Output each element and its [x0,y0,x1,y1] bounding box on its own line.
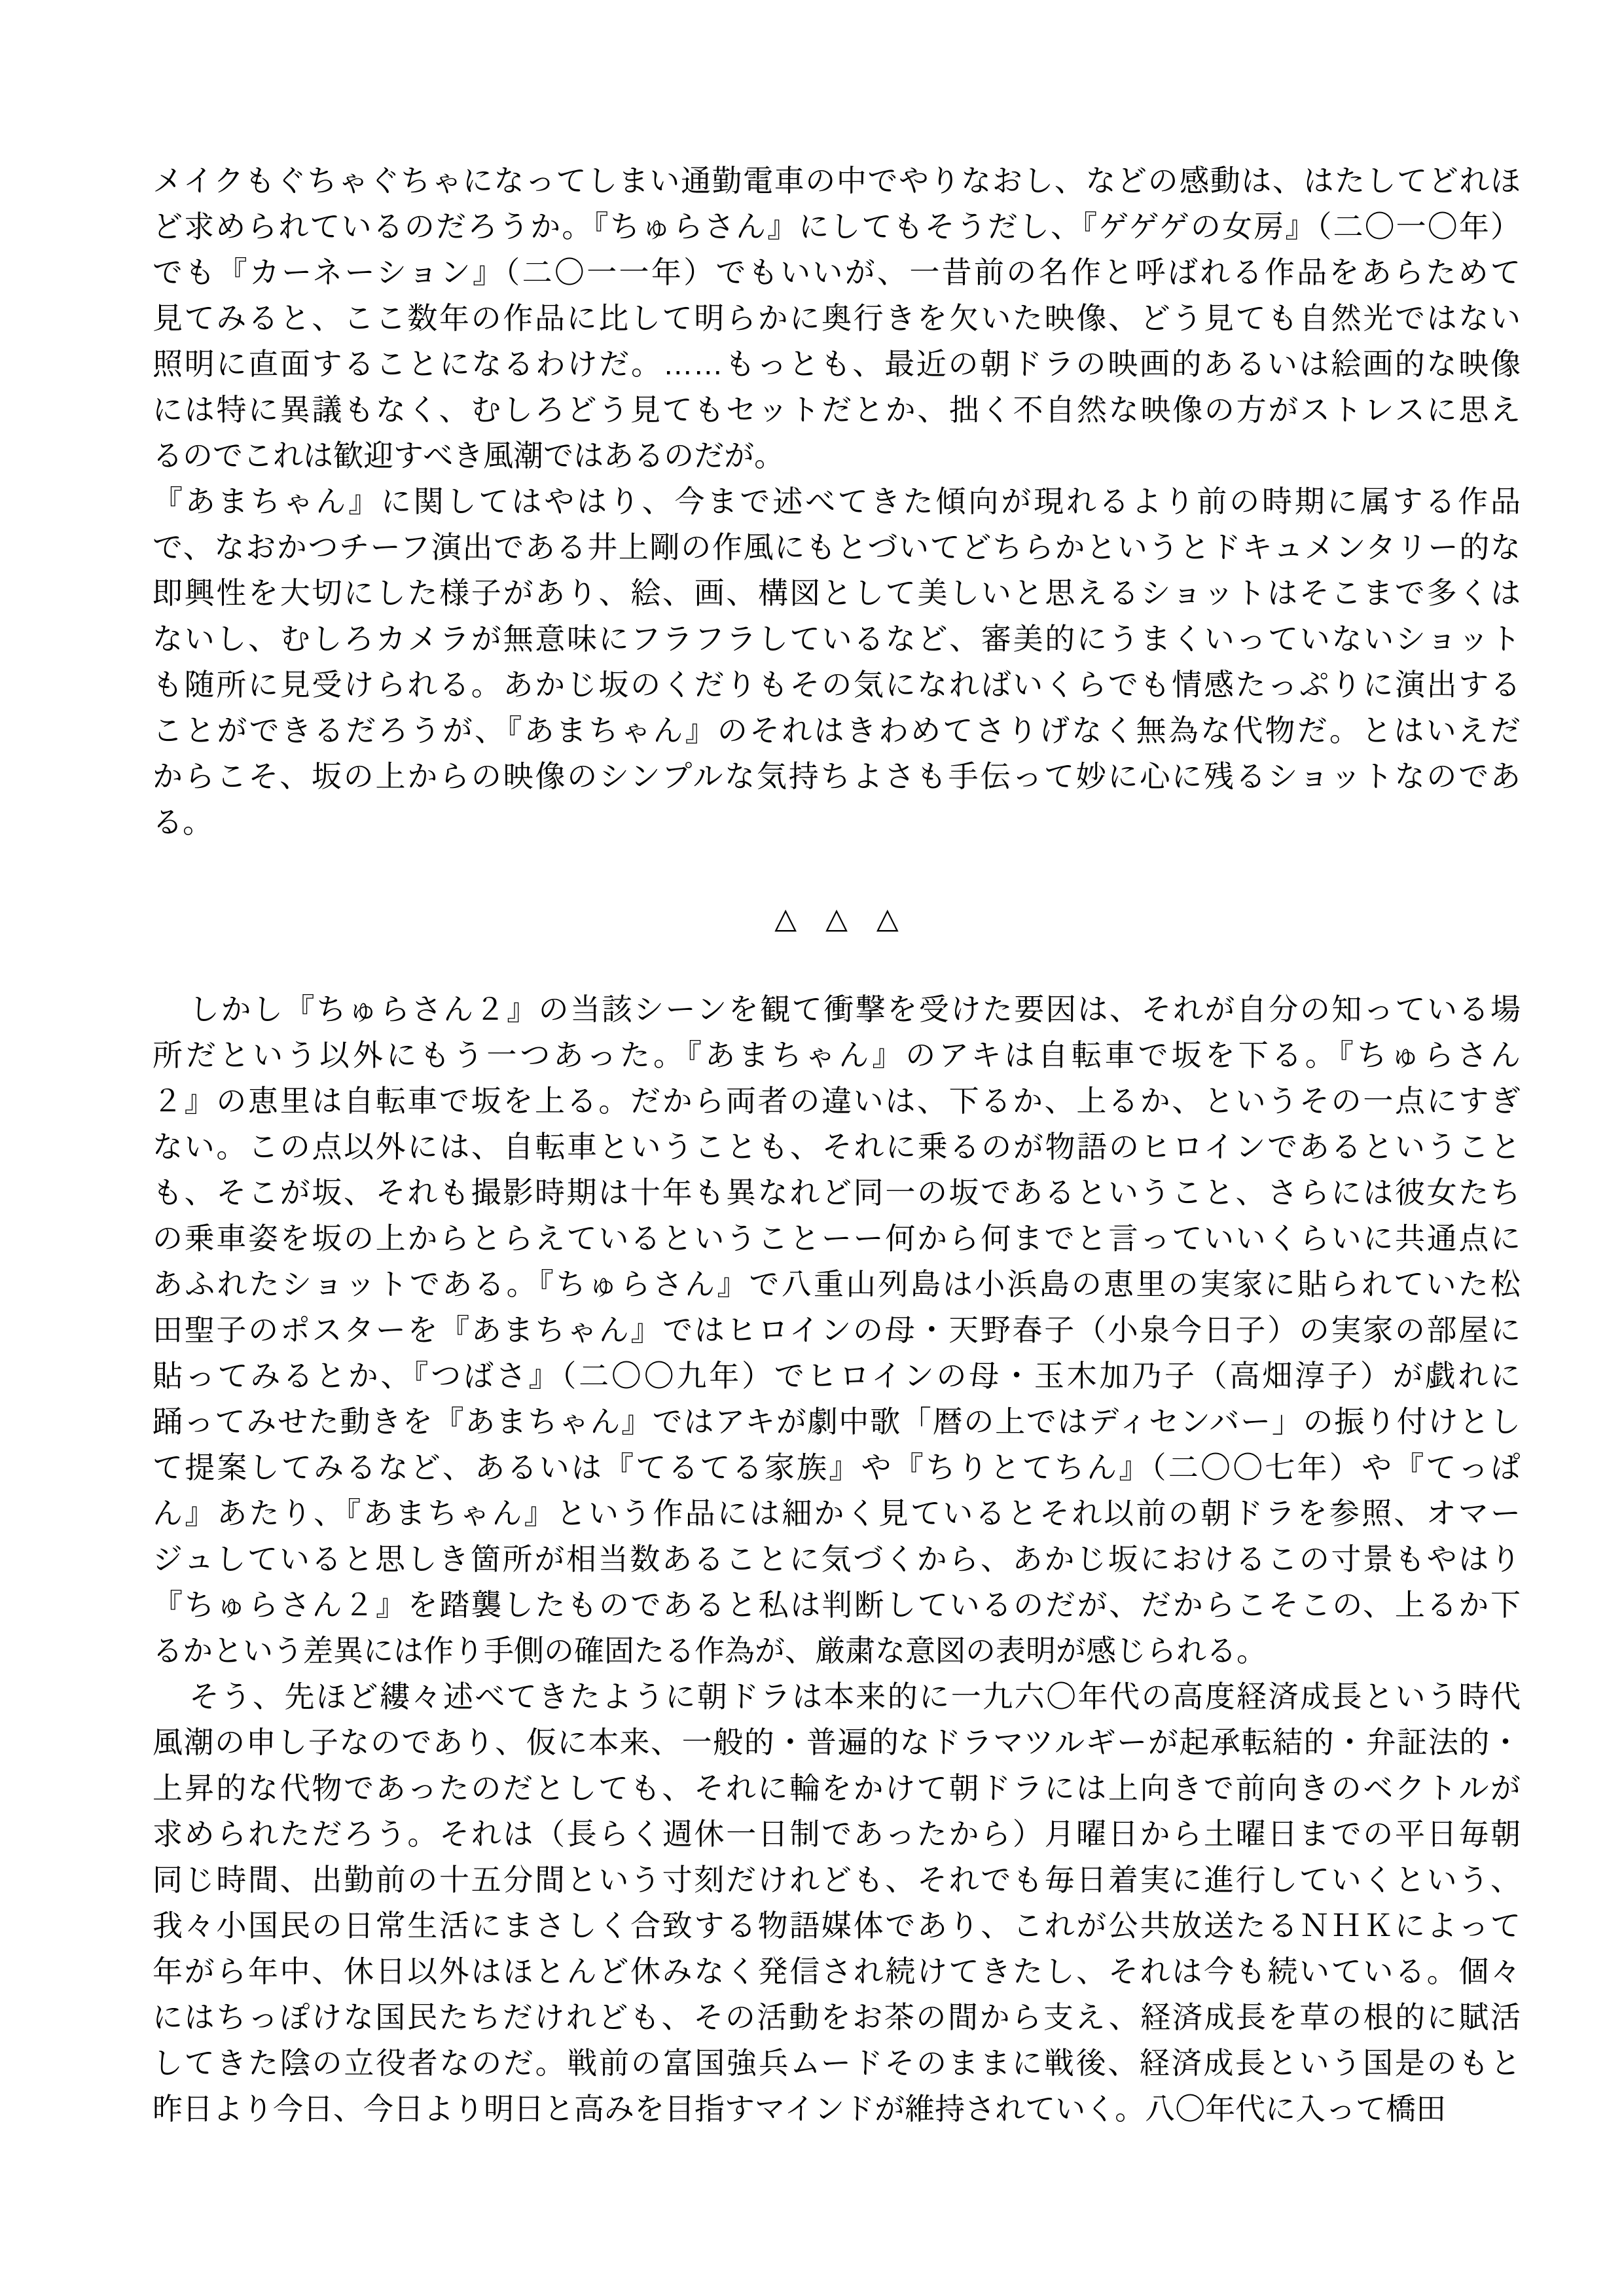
text-line: あふれたショットである。『ちゅらさん』で八重山列島は小浜島の恵里の実家に貼られていた松 [153,1267,1521,1301]
text-line: そう、先ほど縷々述べてきたように朝ドラは本来的に一九六〇年代の高度経済成長という時代 [189,1679,1521,1713]
text-line: る。 [153,805,213,839]
text-line: 踊ってみせた動きを『あまちゃん』ではアキが劇中歌「暦の上ではディセンバー」の振り付けとし [153,1405,1521,1439]
text-line: で、なおかつチーフ演出である井上剛の作風にもとづいてどちらかというとドキュメンタリー的な [153,530,1521,564]
text-line: るかという差異には作り手側の確固たる作為が、厳粛な意図の表明が感じられる。 [153,1634,1267,1668]
text-column [153,158,1521,2132]
text-line: ２』の恵里は自転車で坂を上る。だから両者の違いは、下るか、上るか、というその一点にすぎ [153,1084,1521,1118]
section-separator: △ △ △ [774,903,899,935]
paragraph [153,986,1521,1674]
text-line: 所だという以外にもう一つあった。『あまちゃん』のアキは自転車で坂を下る。『ちゅらさん [153,1038,1521,1072]
text-line: の乗車姿を坂の上からとらえているということーー何から何までと言っていいくらいに共通点に [153,1221,1521,1255]
text-line: してきた陰の立役者なのだ。戦前の富国強兵ムードそのままに戦後、経済成長という国是のもと [153,2046,1521,2080]
text-line: 昨日より今日、今日より明日と高みを目指すマインドが維持されていく。八〇年代に入って橋田 [153,2092,1447,2126]
text-line: 『ちゅらさん２』を踏襲したものであると私は判断しているのだが、だからこそこの、上るか下 [153,1588,1521,1622]
text-line: て提案してみるなど、あるいは『てるてる家族』や『ちりとてちん』（二〇〇七年）や『てっぱ [153,1450,1521,1484]
text-line: 『あまちゃん』に関してはやはり、今まで述べてきた傾向が現れるより前の時期に属する作品 [153,484,1521,518]
paragraph [153,478,1521,845]
paragraph [153,1674,1521,2132]
text-line: しかし『ちゅらさん２』の当該シーンを観て衝撃を受けた要因は、それが自分の知っている場 [189,992,1521,1026]
text-line: も、そこが坂、それも撮影時期は十年も異なれど同一の坂であるということ、さらには彼女たち [153,1175,1521,1210]
text-line: 照明に直面することになるわけだ。……もっとも、最近の朝ドラの映画的あるいは絵画的な映像 [153,347,1521,381]
text-line: も随所に見受けられる。あかじ坂のくだりもその気になればいくらでも情感たっぷりに演出する [153,668,1521,702]
text-line: 同じ時間、出勤前の十五分間という寸刻だけれども、それでも毎日着実に進行していくという、 [153,1863,1521,1897]
text-line: メイクもぐちゃぐちゃになってしまい通勤電車の中でやりなおし、などの感動は、はたしてどれほ [153,164,1521,198]
text-line: 我々小国民の日常生活にまさしく合致する物語媒体であり、これが公共放送たるＮＨＫによって [153,1909,1521,1943]
text-line: ん』あたり、『あまちゃん』という作品には細かく見ているとそれ以前の朝ドラを参照、オマー [153,1496,1521,1530]
text-line: 求められただろう。それは（長らく週休一日制であったから）月曜日から土曜日までの平日毎朝 [153,1817,1521,1851]
text-line: 年がら年中、休日以外はほとんど休みなく発信され続けてきたし、それは今も続いている。個々 [153,1954,1521,1988]
text-line: ど求められているのだろうか。『ちゅらさん』にしてもそうだし、『ゲゲゲの女房』（二〇一〇年） [153,209,1521,243]
text-line: 風潮の申し子なのであり、仮に本来、一般的・普遍的なドラマツルギーが起承転結的・弁証法的・ [153,1725,1521,1759]
text-line: からこそ、坂の上からの映像のシンプルな気持ちよさも手伝って妙に心に残るショットなのであ [153,759,1521,793]
text-line: ない。この点以外には、自転車ということも、それに乗るのが物語のヒロインであるということ [153,1130,1521,1164]
text-line: には特に異議もなく、むしろどう見てもセットだとか、拙く不自然な映像の方がストレスに思え [153,393,1521,427]
text-line: 貼ってみるとか、『つばさ』（二〇〇九年）でヒロインの母・玉木加乃子（高畑淳子）が戯れに [153,1359,1521,1393]
text-line: 上昇的な代物であったのだとしても、それに輪をかけて朝ドラには上向きで前向きのベクトルが [153,1771,1521,1805]
text-line: にはちっぽけな国民たちだけれども、その活動をお茶の間から支え、経済成長を草の根的に賦活 [153,2000,1521,2034]
text-line: ないし、むしろカメラが無意味にフラフラしているなど、審美的にうまくいっていないショット [153,622,1521,656]
paragraph [153,158,1521,478]
text-line: 見てみると、ここ数年の作品に比して明らかに奥行きを欠いた映像、どう見ても自然光ではない [153,301,1521,335]
text-line: でも『カーネーション』（二〇一一年）でもいいが、一昔前の名作と呼ばれる作品をあらためて [153,255,1521,289]
text-line: ジュしていると思しき箇所が相当数あることに気づくから、あかじ坂におけるこの寸景もやはり [153,1542,1521,1576]
text-line: 田聖子のポスターを『あまちゃん』ではヒロインの母・天野春子（小泉今日子）の実家の部屋に [153,1313,1521,1347]
text-line: 即興性を大切にした様子があり、絵、画、構図として美しいと思えるショットはそこまで多くは [153,576,1521,610]
text-line: ことができるだろうが、『あまちゃん』のそれはきわめてさりげなく無為な代物だ。とはいえだ [153,713,1521,747]
text-line: るのでこれは歓迎すべき風潮ではあるのだが。 [153,439,785,473]
